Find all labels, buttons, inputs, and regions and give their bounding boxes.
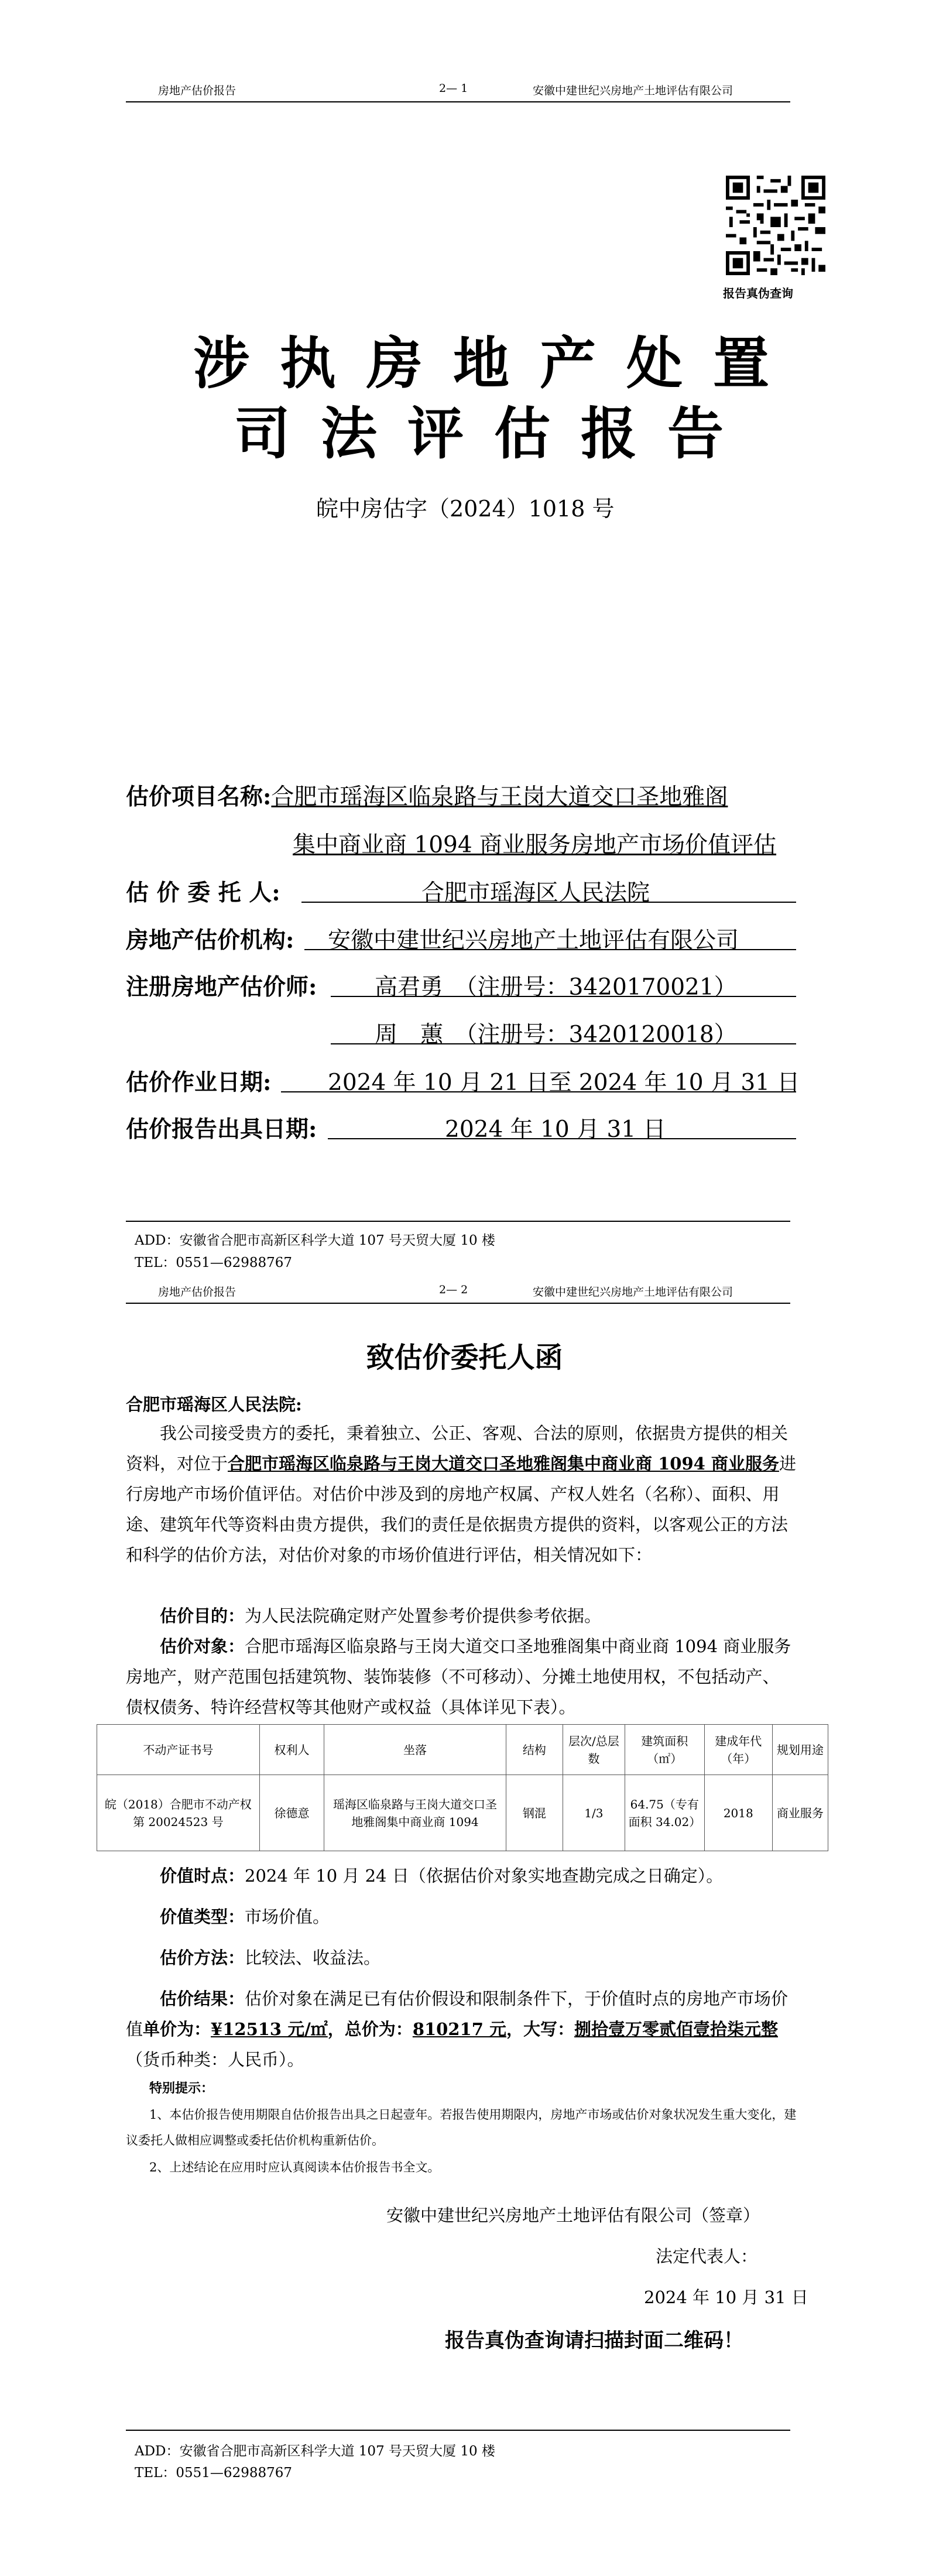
method-paragraph [126, 1943, 796, 1973]
td-location: 瑶海区临泉路与王岗大道交口圣地雅阁集中商业商 1094 [324, 1775, 506, 1851]
signature-legal-rep: 法定代表人： [656, 2246, 758, 2266]
table-header-row [97, 1725, 828, 1775]
unit-price-value: ¥12513 元/㎡ [211, 2019, 328, 2039]
td-owner: 徐德意 [259, 1775, 324, 1851]
th-location: 坐落 [324, 1725, 506, 1775]
value-date-value: 2024 年 10 月 24 日（依据估价对象实地查勘完成之日确定）。 [245, 1866, 724, 1886]
method-value: 比较法、收益法。 [245, 1948, 381, 1968]
report-number: 皖中房估字（2024）1018 号 [316, 496, 615, 522]
method-label: 估价方法： [160, 1948, 245, 1968]
purpose-paragraph [126, 1601, 796, 1631]
object-value: 合肥市瑶海区临泉路与王岗大道交口圣地雅阁集中商业商 1094 商业服务房地产，财产范围包括建筑物、装饰装修（不可移动）、分摊土地使用权，不包括动产、债权债务、特许经营权等其他财产或权益（具体详见下表）。 [126, 1636, 791, 1717]
value-date-label: 价值时点： [160, 1866, 245, 1886]
signature-company: 安徽中建世纪兴房地产土地评估有限公司（签章） [386, 2205, 760, 2225]
currency-note: （货币种类：人民币）。 [126, 2050, 304, 2070]
footer-address: ADD：安徽省合肥市高新区科学大道 107 号天贸大厦 10 楼 [135, 1233, 495, 1248]
report-title-line1: 涉执房地产处置 [193, 330, 800, 396]
letter-title: 致估价委托人函 [366, 1341, 563, 1374]
work-date-value: 2024 年 10 月 21 日至 2024 年 10 月 31 日 [328, 1070, 800, 1096]
unit-price-label: 单价为： [143, 2019, 211, 2039]
th-owner: 权利人 [259, 1725, 324, 1775]
project-label: 估价项目名称: [126, 783, 272, 810]
object-label: 估价对象： [160, 1636, 245, 1656]
result-text: 估价对象在满足已有估价假设和限制条件下，于价值时点的房地产市场价值 [126, 1989, 789, 2039]
td-cert-no: 皖（2018）合肥市不动产权第 20024523 号 [97, 1775, 260, 1851]
qr-code-icon[interactable] [726, 176, 825, 275]
work-date-label-text: 估价作业日期: [126, 1069, 272, 1096]
td-structure: 钢混 [506, 1775, 563, 1851]
purpose-value: 为人民法院确定财产处置参考价提供参考依据。 [245, 1606, 602, 1626]
report-title-line2: 司法评估报告 [234, 400, 754, 467]
project-value-line2-text: 集中商业商 1094 商业服务房地产市场价值评估 [293, 832, 777, 858]
header-rule [126, 1303, 790, 1304]
header-right: 安徽中建世纪兴房地产土地评估有限公司 [533, 84, 733, 97]
intro-after: 进行房地产市场价值评估。对估价中涉及到的房地产权属、产权人姓名（名称）、面积、用途、建筑年代等资料由贵方提供，我们的责任是依据贵方提供的资料，以客观公正的方法和科学的估价方法，对估价对象的市场价值进行评估，相关情况如下： [126, 1454, 796, 1565]
td-floors: 1/3 [563, 1775, 625, 1851]
notes-title: 特别提示： [149, 2081, 214, 2096]
note-item-1: 1、本估价报告使用期限自估价报告出具之日起壹年。若报告使用期限内，房地产市场或估价对象状况发生重大变化，建议委托人做相应调整或委托估价机构重新估价。 [126, 2108, 797, 2147]
issue-date-value: 2024 年 10 月 31 日 [445, 1116, 666, 1143]
th-use: 规划用途 [772, 1725, 828, 1775]
th-floors: 层次/总层数 [563, 1725, 625, 1775]
th-year: 建成年代（年） [704, 1725, 772, 1775]
project-value-line1: 合肥市瑶海区临泉路与王岗大道交口圣地雅阁 [271, 784, 728, 810]
intro-before: 我公司接受贵方的委托，秉着独立、公正、客观、合法的原则，依据贵方提供的相关资料，对位于 [126, 1423, 789, 1474]
qr-caption: 报告真伪查询 [723, 286, 793, 300]
header-page-number: 2— 1 [439, 82, 468, 95]
value-type-paragraph [126, 1902, 796, 1932]
footer-rule [126, 2430, 790, 2431]
project-row [126, 779, 728, 811]
footer-tel: TEL：0551—62988767 [135, 2465, 293, 2481]
agency-label [126, 922, 294, 955]
object-paragraph [126, 1631, 796, 1722]
footer-tel: TEL：0551—62988767 [135, 1255, 293, 1270]
client-label [126, 875, 280, 907]
header-left: 房地产估价报告 [158, 1286, 236, 1299]
result-label: 估价结果： [160, 1989, 245, 2009]
project-value-line2 [293, 827, 776, 859]
total-price-value: 810217 元 [412, 2019, 506, 2039]
caps-label: ，大写： [506, 2019, 574, 2039]
client-value: 合肥市瑶海区人民法院 [421, 880, 650, 906]
header-left: 房地产估价报告 [158, 84, 236, 97]
caps-value: 捌拾壹万零贰佰壹拾柒元整 [574, 2019, 779, 2039]
value-type-value: 市场价值。 [245, 1907, 330, 1927]
td-year: 2018 [704, 1775, 772, 1851]
header-rule [126, 101, 790, 102]
footer-address: ADD：安徽省合肥市高新区科学大道 107 号天贸大厦 10 楼 [135, 2444, 495, 2459]
agency-label-text: 房地产估价机构: [126, 927, 294, 954]
result-paragraph [126, 1984, 796, 2075]
appraiser-1: 高君勇 （注册号：3420170021） [375, 974, 737, 1001]
th-area: 建筑面积（㎡） [625, 1725, 704, 1775]
appraiser-2: 周 蕙 （注册号：3420120018） [375, 1022, 737, 1048]
issue-date-label [126, 1111, 317, 1144]
header-page-number: 2— 2 [439, 1283, 468, 1296]
table-row [97, 1775, 828, 1851]
client-label-text: 估 价 委 托 人: [126, 879, 280, 906]
purpose-label: 估价目的： [160, 1606, 245, 1626]
intro-subject: 合肥市瑶海区临泉路与王岗大道交口圣地雅阁集中商业商 1094 商业服务 [228, 1454, 779, 1474]
addressee: 合肥市瑶海区人民法院: [126, 1395, 302, 1414]
intro-paragraph [126, 1418, 796, 1570]
appraiser-label [126, 969, 317, 1002]
signature-date: 2024 年 10 月 31 日 [644, 2287, 808, 2307]
value-type-label: 价值类型： [160, 1907, 245, 1927]
total-price-label: ，总价为： [327, 2019, 413, 2039]
note-item-2: 2、上述结论在应用时应认真阅读本估价报告书全文。 [149, 2160, 440, 2174]
verify-note: 报告真伪查询请扫描封面二维码！ [445, 2329, 743, 2352]
footer-rule [126, 1221, 790, 1222]
work-date-label [126, 1064, 271, 1097]
th-structure: 结构 [506, 1725, 563, 1775]
issue-date-label-text: 估价报告出具日期: [126, 1116, 317, 1143]
appraiser-label-text: 注册房地产估价师: [126, 974, 317, 1001]
th-cert-no: 不动产证书号 [97, 1725, 260, 1775]
td-use: 商业服务 [772, 1775, 828, 1851]
td-area: 64.75（专有面积 34.02） [625, 1775, 704, 1851]
header-right: 安徽中建世纪兴房地产土地评估有限公司 [533, 1286, 733, 1299]
property-table [97, 1724, 828, 1851]
value-date-paragraph [126, 1861, 796, 1891]
agency-value: 安徽中建世纪兴房地产土地评估有限公司 [328, 927, 739, 954]
